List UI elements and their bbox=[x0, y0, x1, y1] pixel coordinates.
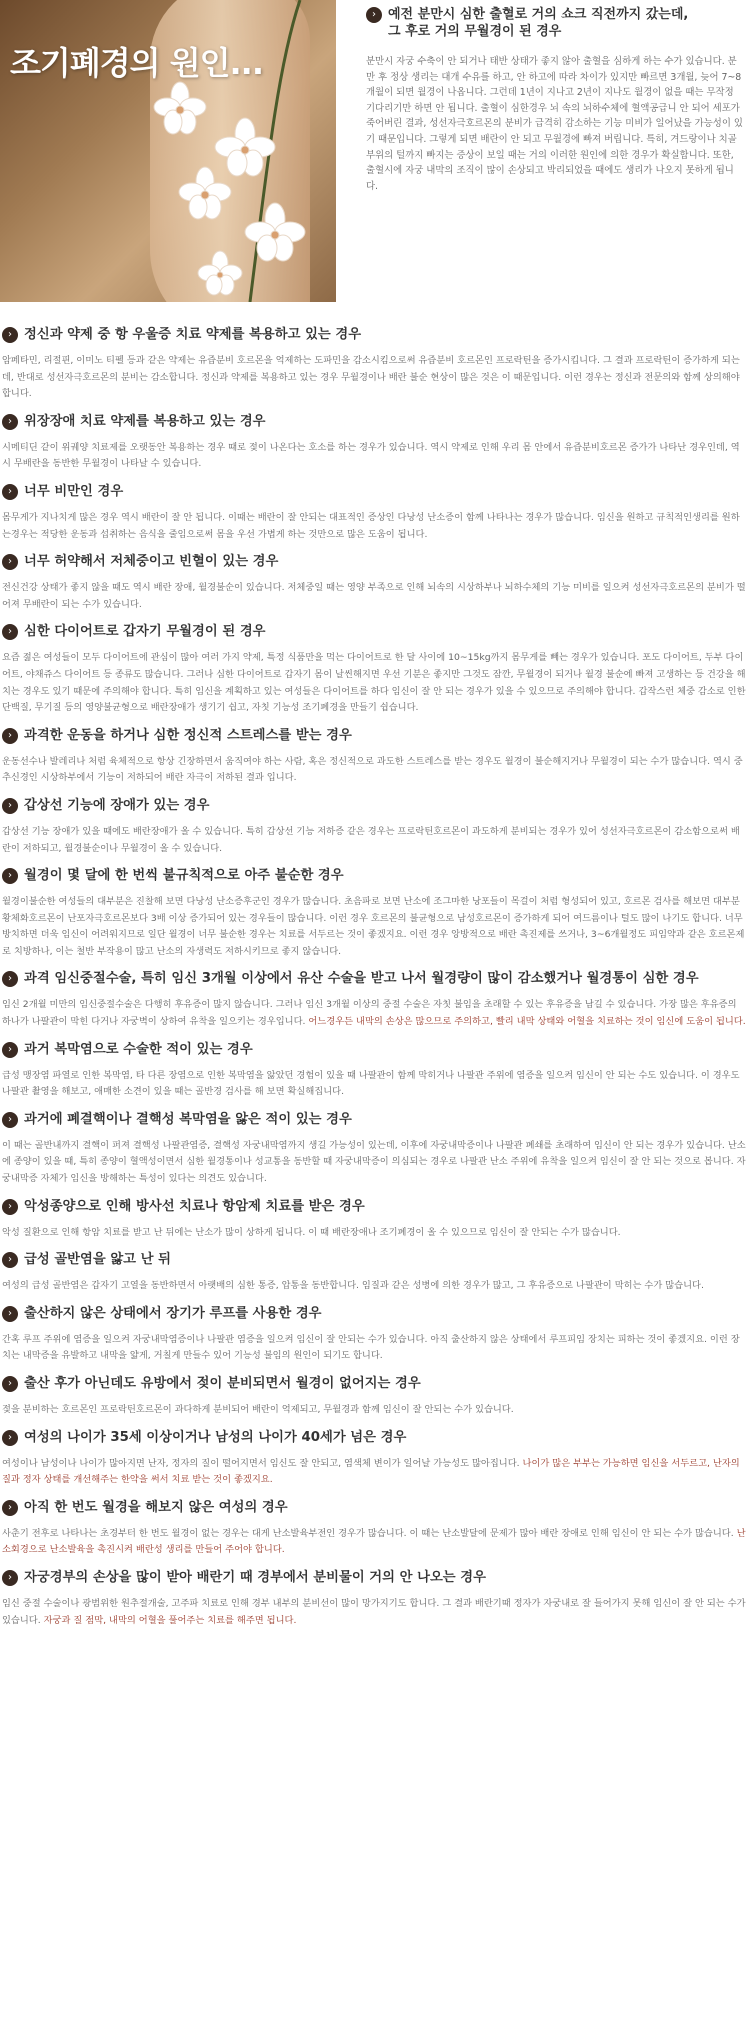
chevron-right-icon: › bbox=[2, 868, 18, 884]
chevron-right-icon: › bbox=[2, 414, 18, 430]
cause-emphasis-text: 자궁과 질 점막, 내막의 어혈을 풀어주는 치료를 해주면 됩니다. bbox=[43, 1614, 297, 1626]
hero-image bbox=[0, 0, 336, 302]
cause-body bbox=[2, 824, 746, 857]
cause-heading-row bbox=[2, 1251, 746, 1269]
intro-section bbox=[366, 6, 744, 194]
cause-body-text: 임신 2개월 미만의 임신중절수술은 다행히 후유증이 많지 않습니다. 그러나 임신 3개월 이상의 중절 수술은 자칫 불임을 초래할 수 있는 후유증을 남길 수 있습니다. 가장 많은 후유증의 하나가 나팔관이 막힌 다거나 자궁벽이 상하여 유착을 일으키는 경우입니다. bbox=[2, 999, 737, 1028]
cause-section bbox=[2, 1111, 746, 1188]
cause-heading: 여성의 나이가 35세 이상이거나 남성의 나이가 40세가 넘은 경우 bbox=[24, 1429, 407, 1445]
chevron-right-icon: › bbox=[2, 1306, 18, 1322]
cause-section bbox=[2, 326, 746, 403]
chevron-right-icon: › bbox=[2, 484, 18, 500]
cause-body bbox=[2, 1138, 746, 1188]
cause-heading-row bbox=[2, 326, 746, 344]
cause-body-text: 악성 질환으로 인해 항암 치료를 받고 난 뒤에는 난소가 많이 상하게 됩니다. 이 때 배란장애나 조기폐경이 올 수 있으므로 임신이 잘 안되는 수가 많습니다. bbox=[2, 1226, 621, 1238]
cause-body bbox=[2, 510, 746, 543]
cause-heading: 위장장애 치료 약제를 복용하고 있는 경우 bbox=[24, 413, 266, 429]
cause-heading-row bbox=[2, 1429, 746, 1447]
cause-body-text: 급성 맹장염 파열로 인한 복막염, 타 다른 장염으로 인한 복막염을 앓았던 경험이 있을 때 나팔관이 함께 막히거나 나팔관 주위에 염증을 일으켜 임신이 안 되는 수도 있습니다. 이 경우도 나팔관 촬영을 해보고, 애매한 소견이 있을 때는 골반경 검사를 해 보면 확실해집니다. bbox=[2, 1069, 740, 1098]
intro-body: 분만시 자궁 수축이 안 되거나 태반 상태가 좋지 않아 출혈을 심하게 하는 수가 있습니다. 분만 후 정상 생리는 대개 수유를 하고, 안 하고에 따라 차이가 있지만 빠르면 3개월, 늦어 7~8개월이 되면 월경이 나옵니다. 그런데 1년이 지나고 2년이 지나도 월경이 없을 때는 무작정 기다리기만 하면 안 됩니다. 출혈이 심한경우 뇌 속의 뇌하수체에 혈액공급니 안 되어 세포가 죽어버린 결과, 성선자극호르몬의 분비가 급격히 감소하는 기능 미비가 일어났을 가능성이 있기 때문입니다. 그렇게 되면 배란이 안 되고 무월경에 빠져 버립니다. 특히, 겨드랑이나 치골 부위의 털까지 빠지는 증상이 보일 때는 거의 이러한 원인에 의한 경우가 확실합니다. 또한, 출혈시에 자궁 내막의 조직이 많이 손상되고 박리되었을 때에도 생리가 나오지 못하게 됩니다. bbox=[366, 56, 743, 192]
cause-body bbox=[2, 1456, 746, 1489]
cause-heading: 악성종양으로 인해 방사선 치료나 항암제 치료를 받은 경우 bbox=[24, 1198, 365, 1214]
cause-heading: 과격한 운동을 하거나 심한 정신적 스트레스를 받는 경우 bbox=[24, 727, 352, 743]
cause-body-text: 시메티딘 같이 위궤양 치료제를 오랫동안 복용하는 경우 때로 젖이 나온다는 호소를 하는 경우가 있습니다. 역시 약제로 인해 우리 몸 안에서 유즙분비호르몬 증가가 나타난 경우인데, 역시 무배란을 동반한 무월경이 나타날 수 있습니다. bbox=[2, 441, 740, 470]
chevron-right-icon: › bbox=[2, 971, 18, 987]
cause-heading: 과거에 폐결핵이나 결핵성 복막염을 앓은 적이 있는 경우 bbox=[24, 1111, 352, 1127]
chevron-right-icon: › bbox=[2, 1500, 18, 1516]
cause-heading-row bbox=[2, 867, 746, 885]
cause-section bbox=[2, 1305, 746, 1365]
cause-heading-row bbox=[2, 797, 746, 815]
chevron-right-icon: › bbox=[2, 327, 18, 343]
cause-section bbox=[2, 727, 746, 787]
cause-heading-row bbox=[2, 1499, 746, 1517]
chevron-right-icon: › bbox=[2, 624, 18, 640]
cause-body-text: 젖을 분비하는 호르몬인 프로락틴호르몬이 과다하게 분비되어 배란이 억제되고, 무월경과 함께 임신이 잘 안되는 수가 있습니다. bbox=[2, 1404, 514, 1415]
cause-body bbox=[2, 440, 746, 473]
cause-section bbox=[2, 553, 746, 613]
cause-heading-row bbox=[2, 553, 746, 571]
cause-body-text: 운동선수나 발레리나 처럼 육체적으로 항상 긴장하면서 움직여야 하는 사람, 혹은 정신적으로 과도한 스트레스를 받는 경우도 월경이 불순해지거나 무월경이 되는 수가 많습니다. 역시 중추신경인 시상하부에서 기능이 저하되어 배란 자극이 저하된 결과 입니다. bbox=[2, 755, 743, 784]
cause-body-text: 월경이불순한 여성들의 대부분은 진찰해 보면 다낭성 난소증후군인 경우가 많습니다. 초음파로 보면 난소에 조그마한 낭포들이 목걸이 처럼 형성되어 있고, 호르몬 검사를 해보면 대부분 황체화호르몬이 난포자극호르몬보다 3배 이상 증가되어 있는 경우들이 많습니다. 이런 경우 호르몬의 불균형으로 남성호르몬이 증가하게 되어 여드름이나 털도 많이 나기도 합니다. 너무 방치하면 더욱 임신이 어려워지므로 일단 월경이 너무 불순한 경우는 치료를 서두르는 것이 좋겠지요. 이런 경우 앙방적으로 배란 촉진제를 쓰거나, 3~6개월정도 피임약과 같은 호르몬제로 치방하나, 이는 철반 부작용이 많고 난소의 자생력도 저하시키므로 좋지 않습니다. bbox=[2, 896, 745, 957]
chevron-right-icon: › bbox=[2, 1199, 18, 1215]
cause-heading: 출산하지 않은 상태에서 장기가 루프를 사용한 경우 bbox=[24, 1305, 322, 1321]
cause-heading: 과격 임신중절수술, 특히 임신 3개월 이상에서 유산 수술을 받고 나서 월경량이 많이 감소했거나 월경통이 심한 경우 bbox=[24, 971, 699, 987]
cause-body bbox=[2, 997, 746, 1030]
cause-emphasis-text: 난소회경으로 난소발육을 촉진시켜 배란성 생리를 만들어 주어야 합니다. bbox=[2, 1527, 746, 1556]
chevron-right-icon: › bbox=[2, 1252, 18, 1268]
cause-body bbox=[2, 650, 746, 716]
cause-body bbox=[2, 353, 746, 403]
cause-section bbox=[2, 1198, 746, 1242]
cause-heading: 과거 복막염으로 수술한 적이 있는 경우 bbox=[24, 1041, 253, 1057]
cause-section bbox=[2, 1569, 746, 1629]
chevron-right-icon: › bbox=[2, 1570, 18, 1586]
cause-section bbox=[2, 1375, 746, 1419]
cause-heading-row bbox=[2, 970, 746, 988]
cause-heading: 갑상선 기능에 장애가 있는 경우 bbox=[24, 797, 210, 813]
cause-heading: 아직 한 번도 월경을 해보지 않은 여성의 경우 bbox=[24, 1499, 288, 1515]
chevron-right-icon: › bbox=[2, 554, 18, 570]
cause-heading-row bbox=[2, 1111, 746, 1129]
causes-list bbox=[2, 326, 746, 1639]
cause-body bbox=[2, 1526, 746, 1559]
cause-heading: 출산 후가 아닌데도 유방에서 젖이 분비되면서 월경이 없어지는 경우 bbox=[24, 1376, 421, 1391]
chevron-right-icon: › bbox=[2, 1112, 18, 1128]
cause-body bbox=[2, 1278, 746, 1295]
cause-body bbox=[2, 1225, 746, 1242]
cause-body bbox=[2, 1068, 746, 1101]
cause-body bbox=[2, 1402, 746, 1419]
cause-emphasis-text: 어느경우든 내막의 손상은 많으므로 주의하고, 빨리 내막 상태와 어혈을 치료하는 것이 임신에 도움이 됩니다. bbox=[308, 1016, 746, 1028]
cause-body-text: 암페타민, 리절핀, 이미노 티펠 등과 같은 약제는 유즙분비 호르몬을 억제하는 도파민을 감소시킴으로써 유즙분비 호르몬인 프로락틴을 증가시킵니다. 그 결과 프로락틴이 증가하게 되는데, 반대로 성선자극호르몬의 분비는 감소합니다. 정신과 약제를 복용하고 있는 경우 무월경이나 배란 불순 현상이 많은 것은 이 때문입니다. 이런 경우는 정신과 전문의와 함께 상의해야 합니다. bbox=[2, 355, 740, 400]
cause-heading-row bbox=[2, 413, 746, 431]
cause-heading: 급성 골반염을 앓고 난 뒤 bbox=[24, 1252, 171, 1268]
cause-heading-row bbox=[2, 623, 746, 641]
cause-heading: 월경이 몇 달에 한 번씩 불규칙적으로 아주 불순한 경우 bbox=[24, 868, 344, 884]
cause-body-text: 요즘 젊은 여성들이 모두 다이어트에 관심이 많아 여러 가지 약제, 특정 식품만을 먹는 다이어트로 한 달 사이에 10~15kg까지 몸무게를 빼는 경우가 있습니다. 포도 다이어트, 두부 다이어트, 야채쥬스 다이어트 등 종류도 많습니다. 그러나 심한 다이어트로 갑자기 몸이 날씬해지면 우선 기분은 좋지만 그것도 잠깐, 무월경이 되거나 월경 불순에 빠져 고생하는 등 건강을 해치는 경우도 있기 때문에 주의해야 합니다. 특히 임신을 계획하고 있는 여성들은 다이어트를 하다 임신이 잘 안 되는 경우가 있을 수 있으므로 주의해야 합니다. 갑작스런 체중 감소로 인한 단백질, 무기질 등의 영양불균형으로 배란장애가 생기기 쉽고, 자칫 기능성 조기폐경을 만들기 쉽습니다. bbox=[2, 652, 746, 714]
chevron-right-icon: › bbox=[2, 1376, 18, 1392]
chevron-right-icon: › bbox=[2, 728, 18, 744]
cause-body-text: 임신 중절 수술이나 광범위한 원추절개술, 고주파 치료로 인해 경부 내부의 분비선이 많이 망가지기도 합니다. 그 결과 배란기때 정자가 자궁내로 잘 들어가지 못해 임신이 잘 안 되는 수가 있습니다. bbox=[2, 1597, 746, 1626]
cause-heading: 너무 비만인 경우 bbox=[24, 483, 124, 499]
cause-section bbox=[2, 413, 746, 473]
cause-emphasis-text: 나이가 많은 부부는 가능하면 임신을 서두르고, 난자의 질과 정자 상태를 개선해주는 한약을 써서 치료 받는 것이 좋겠지요. bbox=[2, 1457, 740, 1486]
cause-body bbox=[2, 1596, 746, 1629]
cause-section bbox=[2, 867, 746, 960]
cause-section bbox=[2, 483, 746, 543]
cause-heading: 정신과 약제 중 항 우울증 치료 약제를 복용하고 있는 경우 bbox=[24, 327, 362, 342]
cause-section bbox=[2, 1251, 746, 1295]
cause-body-text: 사춘기 전후로 나타나는 초경부터 한 번도 월경이 없는 경우는 대게 난소발육부전인 경우가 많습니다. 이 때는 난소발달에 문제가 많아 배란 장애로 인해 임신이 안 되는 수가 많습니다. bbox=[2, 1527, 734, 1539]
cause-heading: 너무 허약해서 저체중이고 빈혈이 있는 경우 bbox=[24, 554, 279, 570]
cause-heading-row bbox=[2, 483, 746, 501]
cause-section bbox=[2, 970, 746, 1030]
cause-section bbox=[2, 623, 746, 716]
cause-heading: 심한 다이어트로 갑자기 무월경이 된 경우 bbox=[24, 624, 266, 640]
chevron-right-icon: › bbox=[2, 1042, 18, 1058]
intro-heading bbox=[388, 6, 688, 40]
cause-body-text: 전신건강 상태가 좋지 않을 때도 역시 배란 장애, 월경불순이 있습니다. 저체중일 때는 영양 부족으로 인해 뇌속의 시상하부나 뇌하수체의 기능 미비를 일으켜 성선자극호르몬의 분비가 떨어져 무배란이 되는 수가 있습니다. bbox=[2, 582, 746, 610]
cause-section bbox=[2, 1041, 746, 1101]
cause-body-text: 여성의 급성 골반염은 갑자기 고열을 동반하면서 아랫배의 심한 통증, 압통을 동반합니다. 임질과 같은 성병에 의한 경우가 많고, 그 후유증으로 나팔관이 막히는 수가 많습니다. bbox=[2, 1280, 704, 1292]
cause-heading-row bbox=[2, 1041, 746, 1059]
cause-body bbox=[2, 754, 746, 787]
chevron-right-icon: › bbox=[2, 1430, 18, 1446]
cause-body-text: 갑상선 기능 장애가 있을 때에도 배란장애가 올 수 있습니다. 특히 갑상선 기능 저하증 같은 경우는 프로락틴호르몬이 과도하게 분비되는 경우가 있어 성선자극호르몬이 감소함으로써 배란이 저하되고, 월경불순이나 무월경이 올 수 있습니다. bbox=[2, 825, 740, 854]
cause-section bbox=[2, 797, 746, 857]
cause-body bbox=[2, 580, 746, 613]
cause-heading: 자궁경부의 손상을 많이 받아 배란기 때 경부에서 분비물이 거의 안 나오는 경우 bbox=[24, 1569, 486, 1585]
cause-heading-row bbox=[2, 727, 746, 745]
intro-heading-line2: 그 후로 거의 무월경이 된 경우 bbox=[388, 24, 562, 39]
hero-title: 조기폐경의 원인... bbox=[10, 44, 263, 82]
intro-heading-line1: 예전 분만시 심한 출혈로 거의 쇼크 직전까지 갔는데, bbox=[388, 7, 689, 22]
cause-section bbox=[2, 1499, 746, 1559]
cause-section bbox=[2, 1429, 746, 1489]
cause-heading-row bbox=[2, 1305, 746, 1323]
cause-body-text: 여성이나 남성이나 나이가 많아지면 난자, 정자의 질이 떨어지면서 임신도 잘 안되고, 염색체 변이가 일어날 가능성도 많아집니다. bbox=[2, 1457, 520, 1469]
cause-heading-row bbox=[2, 1198, 746, 1216]
cause-body-text: 이 때는 골반내까지 결핵이 퍼져 결핵성 나팔관염증, 결핵성 자궁내막염까지 생길 가능성이 있는데, 이후에 자궁내막증이나 나팔관 폐쇄를 초래하여 임신이 안 되는 경우가 있습니다. 난소에 종양이 있을 때, 특히 종양이 혈액성이면서 심한 월경통이나 성교통을 동반할 때 자궁내막증이 의심되는 경우로 나팔관 난소 주위에 유착을 일으켜 임신이 잘 안 되는 것으로 봅니다. 자궁내막증 자체가 임신을 방해하는 특성이 있다는 의견도 있습니다. bbox=[2, 1139, 746, 1185]
cause-body-text: 간혹 루프 주위에 염증을 일으켜 자궁내막염증이나 나팔관 염증을 일으켜 임신이 잘 안되는 수가 있습니다. 아직 출산하지 않은 상태에서 루프피임 장치는 피하는 것이 좋겠지요. 이런 장치는 내막증을 유발하고 내막을 얇게, 거칠게 만들수 있어 기능성 불임의 원인이 되기도 합니다. bbox=[2, 1333, 740, 1362]
cause-heading-row bbox=[2, 1375, 746, 1393]
cause-body bbox=[2, 1332, 746, 1365]
chevron-right-icon: › bbox=[2, 798, 18, 814]
cause-body-text: 몸무게가 지나치게 많은 경우 역시 배란이 잘 안 됩니다. 이때는 배란이 잘 안되는 대표적인 증상인 다낭성 난소증이 함께 나타나는 경우가 많습니다. 임신을 원하고 규칙적인생리를 원하는경우는 적당한 운동과 섭취하는 음식을 줄임으로써 몸을 우선 가볍게 하는 것만으로 많은 도움이 됩니다. bbox=[2, 511, 740, 540]
cause-body bbox=[2, 894, 746, 960]
cause-heading-row bbox=[2, 1569, 746, 1587]
chevron-right-icon: › bbox=[366, 7, 382, 23]
